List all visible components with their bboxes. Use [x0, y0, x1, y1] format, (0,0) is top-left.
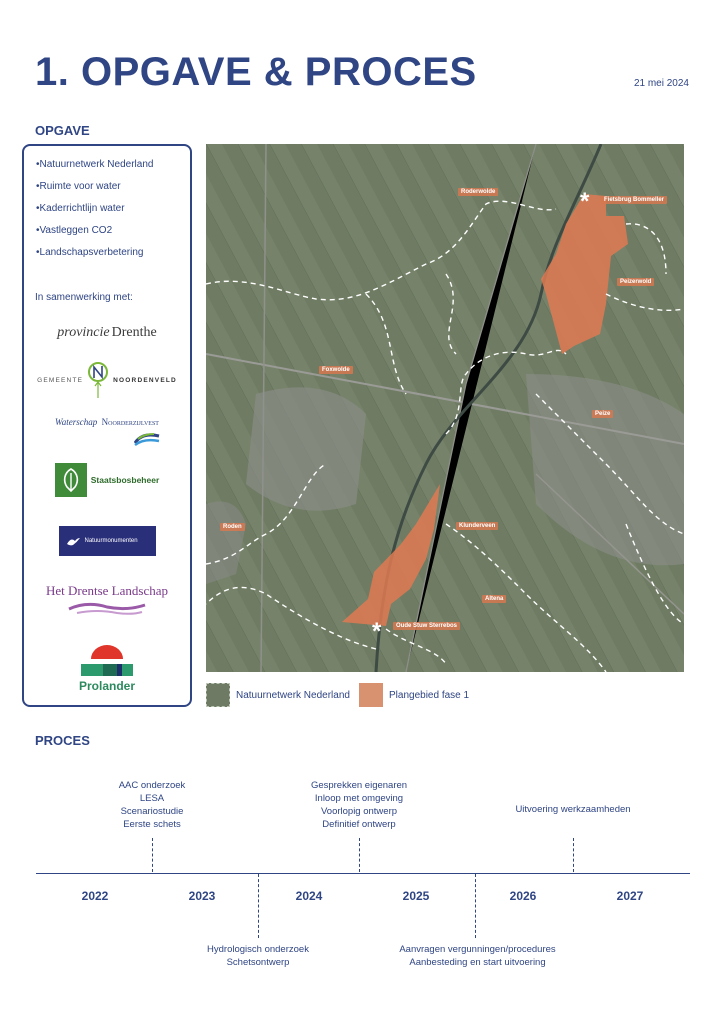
legend-plan: Plangebied fase 1: [359, 683, 469, 707]
opgave-list: [36, 158, 153, 268]
asterisk-icon: *: [372, 618, 382, 645]
wave-icon: [134, 430, 160, 446]
legend-swatch: [359, 683, 383, 707]
place-foxwolde: Foxwolde: [319, 366, 353, 374]
natuurmonumenten-logo: Natuurmonumenten: [24, 526, 190, 556]
map-graphics: [206, 144, 684, 672]
timeline-marker: [475, 874, 476, 938]
year-label: 2023: [188, 889, 216, 903]
waterschap-logo: Waterschap Noorderzijlvest: [24, 412, 190, 446]
prolander-logo: Prolander: [24, 640, 190, 696]
noordenveld-emblem-icon: [86, 358, 110, 402]
place-altena: Altena: [482, 595, 506, 603]
proces-heading: PROCES: [35, 733, 90, 748]
gemeente-noordenveld-logo: GEMEENTE NOORDENVELD: [24, 358, 190, 402]
year-label: 2025: [402, 889, 430, 903]
place-peize: Peize: [592, 410, 613, 418]
collab-label: In samenwerking met:: [35, 292, 133, 303]
landscape-icon: [67, 599, 147, 617]
drentse-landschap-logo: Het Drentse Landschap: [24, 580, 190, 620]
place-roderwolde: Roderwolde: [458, 188, 498, 196]
prolander-emblem-icon: [77, 643, 137, 677]
timeline-note: Aanvragen vergunningen/procedures Aanbesteding en start uitvoering: [399, 944, 556, 968]
timeline-marker: [359, 838, 360, 872]
page-title: 1. OPGAVE & PROCES: [35, 50, 477, 94]
opgave-panel: [22, 144, 192, 707]
aerial-map: [206, 144, 684, 672]
year-label: 2026: [509, 889, 537, 903]
list-item: •Ruimte voor water: [36, 181, 121, 192]
list-item: •Kaderrichtlijn water: [36, 203, 125, 214]
place-klunderveen: Klunderveen: [456, 522, 498, 530]
timeline-marker: [258, 874, 259, 938]
year-label: 2027: [616, 889, 644, 903]
timeline-marker: [152, 838, 153, 872]
year-label: 2024: [295, 889, 323, 903]
place-fietsbrug: Fietsbrug Bommeller: [601, 196, 667, 204]
year-label: 2022: [81, 889, 109, 903]
list-item: •Natuurnetwerk Nederland: [36, 159, 154, 170]
timeline-note: AAC onderzoek LESA Scenariostudie Eerste schets: [118, 780, 186, 830]
place-oude-stuw: Oude Stuw Sterrebos: [393, 622, 460, 630]
staatsbosbeheer-logo: Staatsbosbeheer: [24, 462, 190, 498]
list-item: •Vastleggen CO2: [36, 225, 113, 236]
asterisk-icon: *: [580, 188, 590, 215]
timeline-marker: [573, 838, 574, 872]
place-roden: Roden: [220, 523, 245, 531]
legend-nnn: Natuurnetwerk Nederland: [206, 683, 350, 707]
timeline-axis: [36, 873, 690, 874]
tree-icon: [55, 463, 87, 497]
bird-icon: [65, 533, 81, 549]
page-date: 21 mei 2024: [633, 78, 689, 89]
timeline-note: Uitvoering werkzaamheden: [515, 804, 631, 815]
timeline-note: Hydrologisch onderzoek Schetsontwerp: [207, 944, 309, 968]
opgave-heading: OPGAVE: [35, 123, 90, 138]
provincie-drenthe-logo: provincie Drenthe: [57, 325, 157, 340]
timeline-note: Gesprekken eigenaren Inloop met omgeving Voorlopig ontwerp Definitief ontwerp: [310, 780, 408, 830]
list-item: •Landschapsverbetering: [36, 247, 144, 258]
legend-swatch: [206, 683, 230, 707]
place-peizerwold: Peizerwold: [617, 278, 654, 286]
